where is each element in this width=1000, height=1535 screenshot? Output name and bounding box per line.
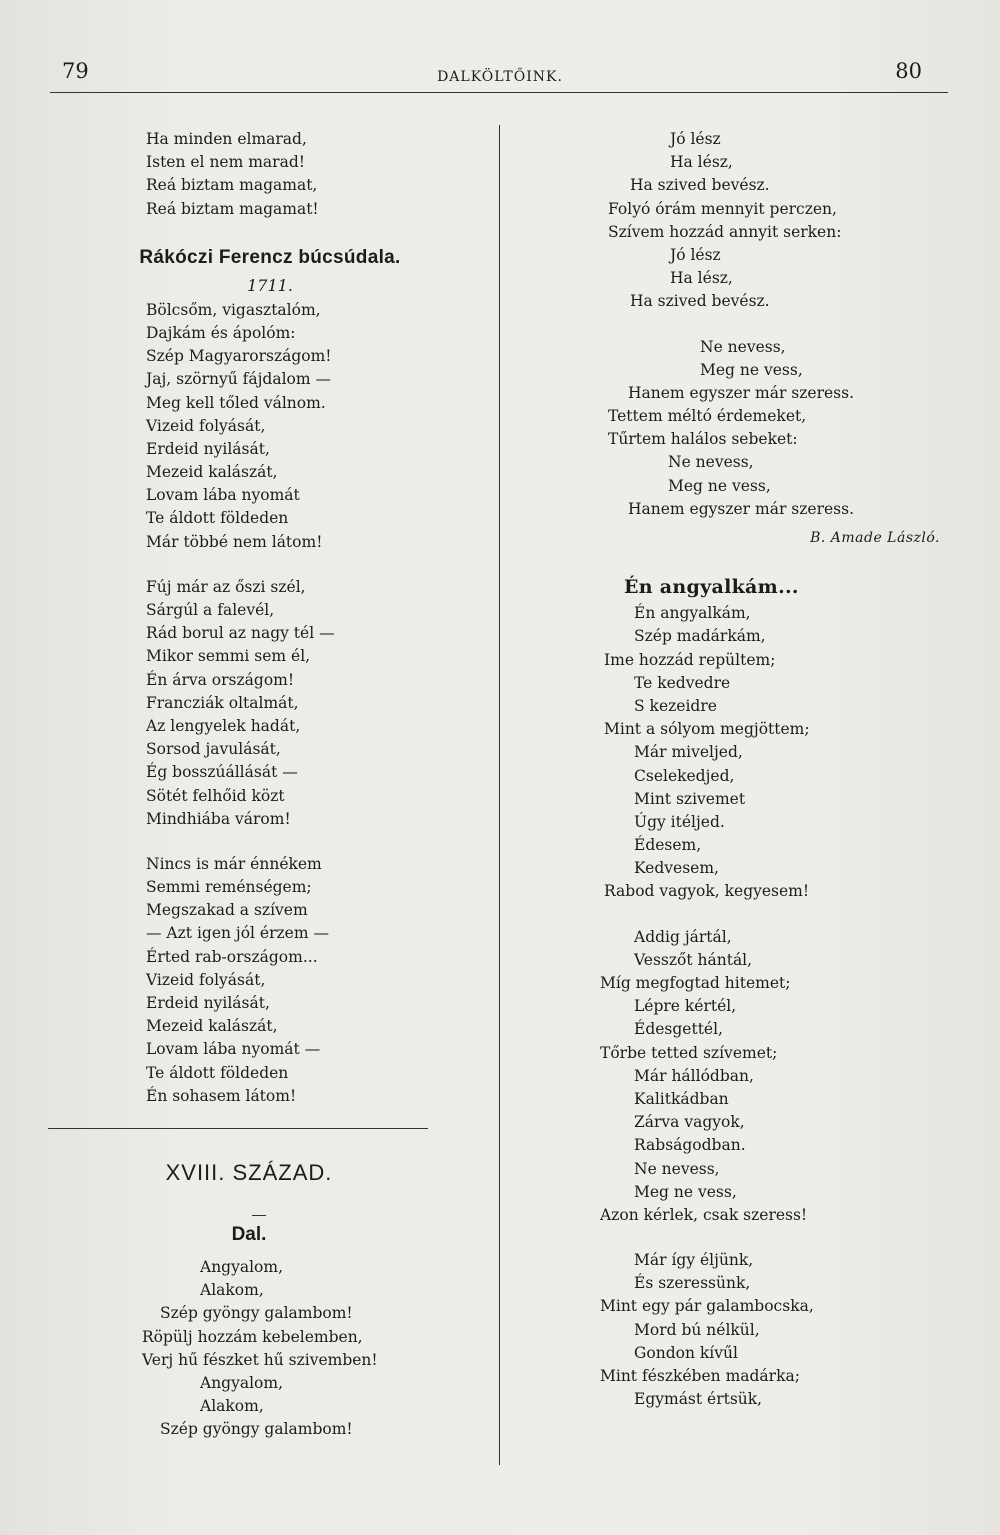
- poem-line: Mezeid kalászát,: [146, 1017, 278, 1036]
- poem-line: Ha szived bevész.: [630, 176, 770, 195]
- poem-line: Én sohasem látom!: [146, 1086, 297, 1105]
- poem-title: Rákóczi Ferencz búcsúdala.: [139, 246, 401, 268]
- poem-line: Meg kell tőled válnom.: [146, 393, 326, 412]
- poem-line: Én árva országom!: [146, 670, 295, 689]
- poem-line: Mint egy pár galambocska,: [600, 1297, 814, 1316]
- poem-line: Sorsod javulását,: [146, 740, 281, 759]
- poem-line: Ne nevess,: [700, 337, 786, 356]
- stanza-top: [0, 128, 498, 221]
- poem-line: S kezeidre: [634, 696, 717, 715]
- stanza: [0, 853, 498, 1108]
- poem-line: Röpülj hozzám kebelemben,: [142, 1327, 363, 1346]
- stanza: [0, 299, 498, 554]
- poem-line: Bölcsőm, vigasztalóm,: [146, 300, 321, 319]
- stanza: [500, 602, 970, 903]
- poem-line: Meg ne vess,: [634, 1182, 737, 1201]
- poem-line: Erdeid nyilását,: [146, 439, 270, 458]
- poem-line: Szép gyöngy galambom!: [160, 1420, 353, 1439]
- heading-dash: [252, 1215, 266, 1216]
- stanza: [0, 576, 498, 831]
- poem-line: Úgy itéljed.: [634, 812, 725, 831]
- poem-line: Zárva vagyok,: [634, 1113, 745, 1132]
- poem-line: Hanem egyszer már szeress.: [628, 383, 855, 402]
- poem-line: Ha lész,: [670, 269, 733, 288]
- dal-poem: [0, 1256, 498, 1442]
- poem-line: Édesgettél,: [634, 1020, 723, 1039]
- poem-line: Lovam lába nyomát —: [146, 1040, 321, 1059]
- poem-line: Mezeid kalászát,: [146, 463, 278, 482]
- poem-line: Azon kérlek, csak szeress!: [600, 1205, 808, 1224]
- poem-line: Vizeid folyását,: [146, 416, 266, 435]
- poem-line: Érted rab-országom...: [146, 947, 318, 966]
- poem-line: Ne nevess,: [668, 453, 754, 472]
- poem-line: Szép gyöngy galambom!: [160, 1304, 353, 1323]
- poem-line: Mikor semmi sem él,: [146, 647, 311, 666]
- poem-line: Angyalom,: [200, 1258, 284, 1276]
- poem-line: Nincs is már énnékem: [146, 854, 322, 873]
- poem-line: Szép madárkám,: [634, 627, 766, 646]
- poem-line: Jó lész: [670, 130, 721, 148]
- poem-line: Rád borul az nagy tél —: [146, 624, 335, 643]
- poem-line: Már így éljünk,: [634, 1251, 754, 1270]
- poem-line: Már hállódban,: [634, 1066, 754, 1085]
- poem-line: Édesem,: [634, 836, 702, 855]
- poem-line: Én angyalkám,: [634, 604, 751, 623]
- left-column: [0, 128, 498, 1108]
- poem-line: Mint szivemet: [634, 789, 746, 808]
- author-signature: B. Amade László.: [810, 530, 940, 546]
- stanza: [500, 336, 970, 522]
- poem-line: Alakom,: [200, 1281, 264, 1300]
- poem-line: Vizeid folyását,: [146, 970, 266, 989]
- header-rule: [50, 92, 948, 93]
- poem-line: Már többé nem látom!: [146, 532, 323, 551]
- poem-line: És szeressünk,: [634, 1274, 751, 1293]
- poem-line: Lovam lába nyomát: [146, 486, 300, 505]
- poem-line: Meg ne vess,: [668, 476, 771, 495]
- stanza: [500, 1249, 970, 1411]
- poem-line: Sötét felhőid közt: [146, 786, 285, 805]
- poem-line: Rabod vagyok, kegyesem!: [604, 882, 810, 901]
- poem-line: — Azt igen jól érzem —: [146, 924, 329, 943]
- poem-line: Mint a sólyom megjöttem;: [604, 720, 810, 739]
- poem-line: Addig jártál,: [634, 927, 732, 946]
- poem-line: Folyó órám mennyit perczen,: [608, 199, 837, 218]
- poem-line: Cselekedjed,: [634, 766, 735, 785]
- poem-line: Isten el nem marad!: [146, 153, 305, 172]
- poem-line: Tűrtem halálos sebeket:: [608, 430, 798, 449]
- poem-line: Mindhiába várom!: [146, 809, 291, 828]
- poem-line: Reá biztam magamat,: [146, 176, 318, 195]
- poem-line: Alakom,: [200, 1397, 264, 1416]
- poem-line: Szép Magyarországom!: [146, 347, 332, 366]
- poem-line: Ha szived bevész.: [630, 292, 770, 311]
- poem-line: Ime hozzád repültem;: [604, 650, 776, 669]
- poem-line: Te kedvedre: [634, 673, 731, 692]
- poem-line: Szívem hozzád annyit serken:: [608, 222, 842, 241]
- poem-line: Tőrbe tetted szívemet;: [600, 1043, 778, 1062]
- poem-line: Francziák oltalmát,: [146, 693, 299, 712]
- poem-year: 1711.: [247, 275, 293, 295]
- poem-line: Kedvesem,: [634, 859, 719, 878]
- poem-line: Egymást értsük,: [634, 1390, 763, 1409]
- poem-line: Gondon kívűl: [634, 1343, 738, 1362]
- poem-line: Vesszőt hántál,: [634, 950, 753, 969]
- poem-line: Jaj, szörnyű fájdalom —: [146, 370, 331, 389]
- poem-line: Ha minden elmarad,: [146, 130, 307, 148]
- poem-line: Rabságodban.: [634, 1136, 746, 1155]
- poem-line: Ég bosszúállását —: [146, 763, 298, 782]
- poem-line: Jó lész: [670, 245, 721, 264]
- poem-line: Reá biztam magamat!: [146, 199, 319, 218]
- poem-line: Ha lész,: [670, 153, 733, 172]
- poem-line: Dajkám és ápolóm:: [146, 323, 296, 342]
- century-heading: XVIII. SZÁZAD.: [165, 1160, 333, 1185]
- poem-line: Fúj már az őszi szél,: [146, 577, 306, 596]
- poem-line: Kalitkádban: [634, 1089, 729, 1108]
- poem-line: Meg ne vess,: [700, 360, 803, 379]
- stanza: [500, 128, 970, 314]
- poem-line: Semmi reménségem;: [146, 878, 312, 897]
- poem-line: Tettem méltó érdemeket,: [608, 407, 807, 426]
- poem-line: Te áldott földeden: [146, 509, 289, 528]
- poem-line: Hanem egyszer már szeress.: [628, 499, 855, 518]
- running-title: DALKÖLTŐINK.: [437, 69, 563, 85]
- page-number-right: 80: [895, 59, 922, 83]
- poem-line: Ne nevess,: [634, 1159, 720, 1178]
- poem-line: Sárgúl a falevél,: [146, 601, 275, 619]
- poem-title: Én angyalkám...: [624, 576, 799, 599]
- poem-line: Verj hű fészket hű szivemben!: [142, 1350, 378, 1369]
- poem-line: Míg megfogtad hitemet;: [600, 974, 791, 992]
- poem-line: Mint fészkében madárka;: [600, 1367, 800, 1385]
- poem-line: Mord bú nélkül,: [634, 1320, 760, 1339]
- page-number-left: 79: [62, 59, 89, 83]
- dal-title: Dal.: [231, 1224, 267, 1245]
- section-rule: [48, 1128, 428, 1129]
- poem-line: Te áldott földeden: [146, 1063, 289, 1082]
- poem-line: Erdeid nyilását,: [146, 994, 270, 1012]
- right-column: [500, 128, 970, 1411]
- poem-line: Angyalom,: [200, 1373, 284, 1392]
- stanza: [500, 926, 970, 1227]
- poem-line: Az lengyelek hadát,: [146, 716, 301, 735]
- poem-line: Már miveljed,: [634, 743, 743, 762]
- poem-line: Lépre kértél,: [634, 997, 737, 1016]
- poem-line: Megszakad a szívem: [146, 901, 308, 920]
